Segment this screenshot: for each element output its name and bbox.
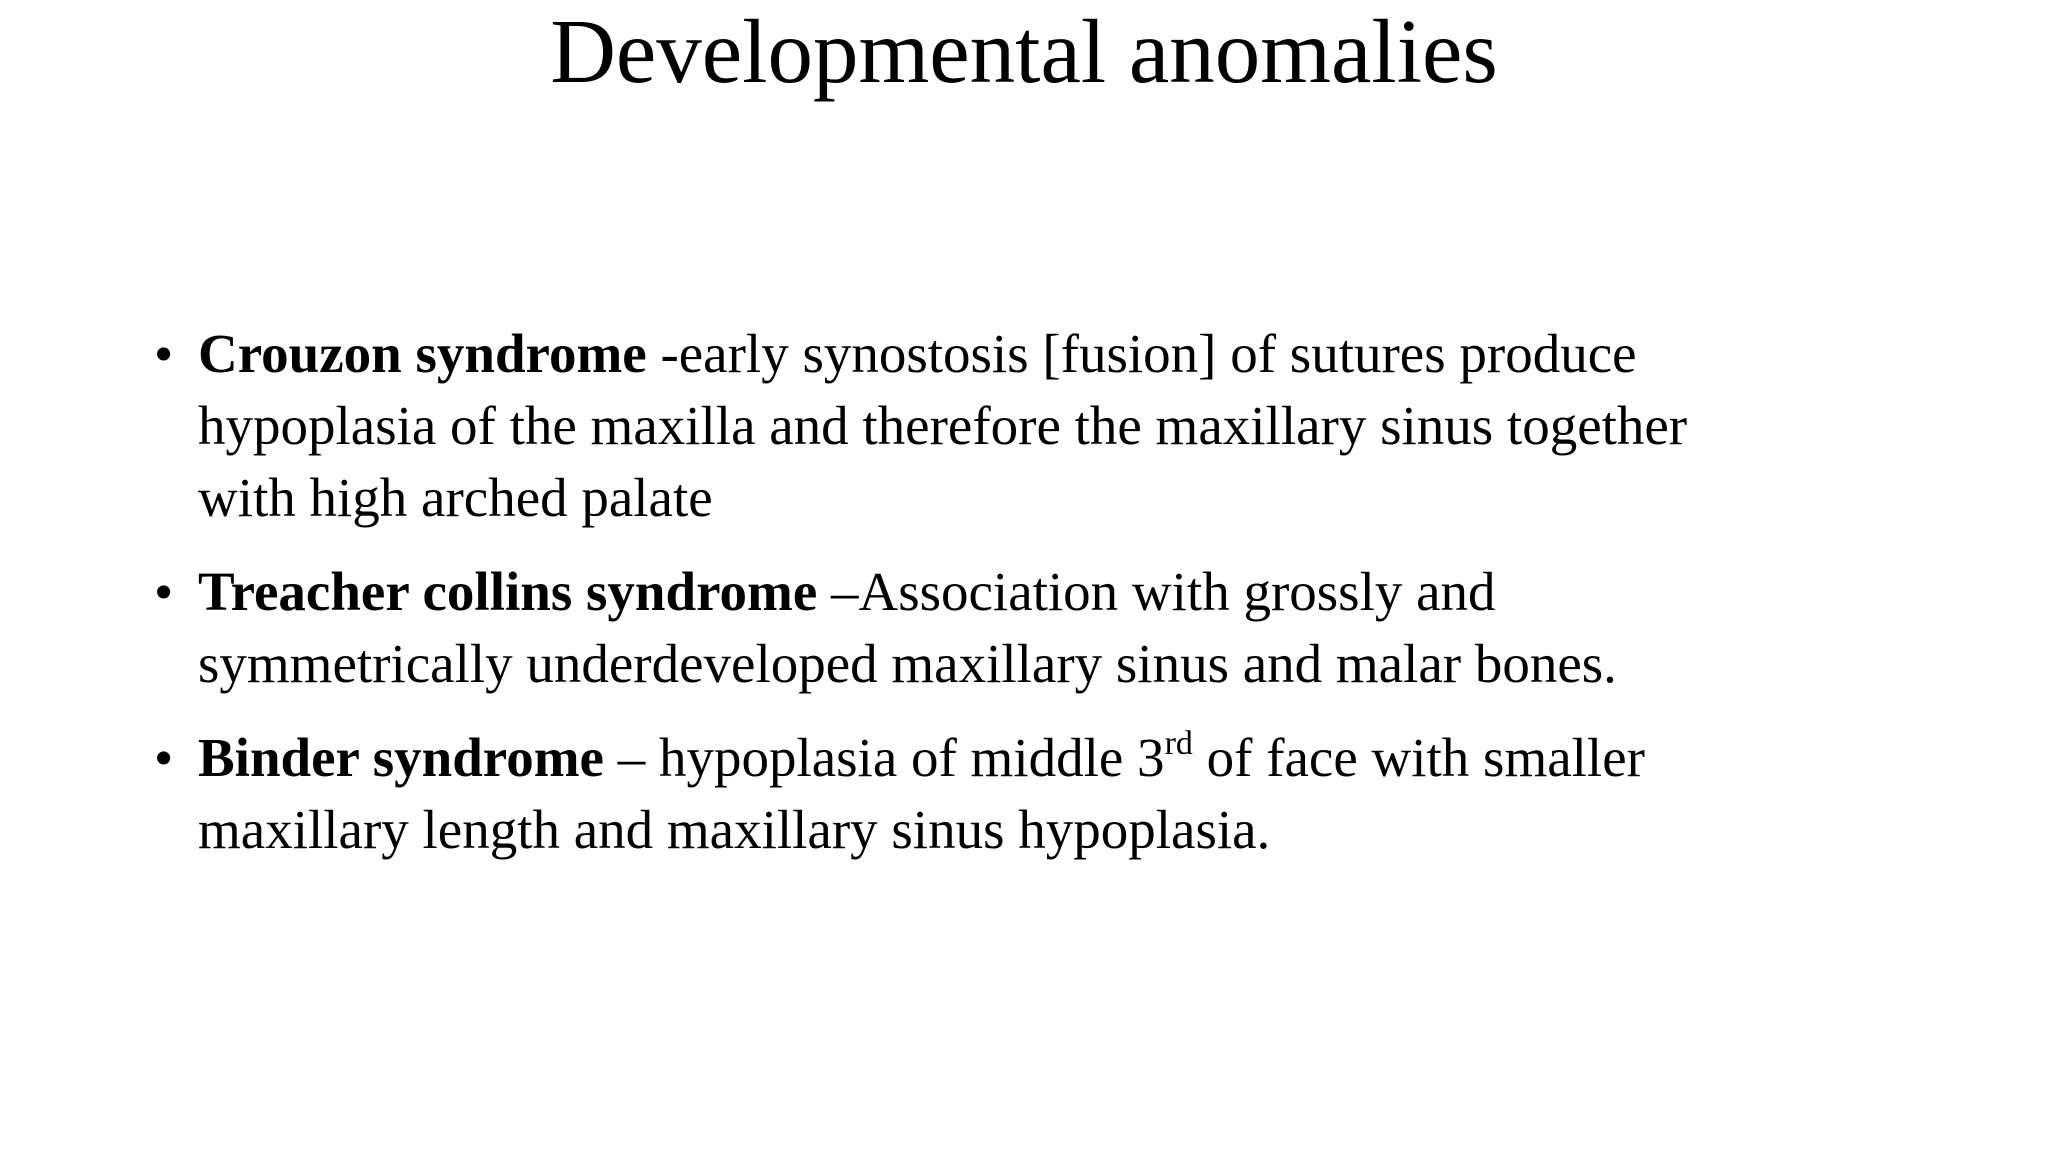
bullet-point-icon: • bbox=[154, 323, 174, 384]
bullet-list bbox=[154, 318, 1714, 888]
bullet-text: -early synostosis [fusion] of sutures produce hypoplasia of the maxilla and therefore the maxillary sinus together with high arched palate bbox=[198, 323, 1688, 528]
bullet-point-icon: • bbox=[154, 727, 174, 788]
bullet-item-treacher-collins bbox=[154, 556, 1714, 700]
bullet-point-icon: • bbox=[154, 561, 174, 622]
bullet-text: – hypoplasia of middle 3 bbox=[603, 727, 1165, 788]
slide-title: Developmental anomalies bbox=[550, 1, 1498, 102]
ordinal-superscript: rd bbox=[1164, 725, 1193, 762]
bullet-item-crouzon bbox=[154, 318, 1714, 534]
bullet-text: –Association with grossly and symmetrically underdeveloped maxillary sinus and malar bones. bbox=[198, 561, 1617, 694]
bullet-term: Binder syndrome bbox=[198, 727, 604, 788]
bullet-item-binder bbox=[154, 722, 1714, 866]
bullet-term: Treacher collins syndrome bbox=[198, 561, 818, 622]
bullet-term: Crouzon syndrome bbox=[198, 323, 647, 384]
bullet-text-continued: of face with smaller maxillary length and maxillary sinus hypoplasia. bbox=[198, 727, 1645, 860]
